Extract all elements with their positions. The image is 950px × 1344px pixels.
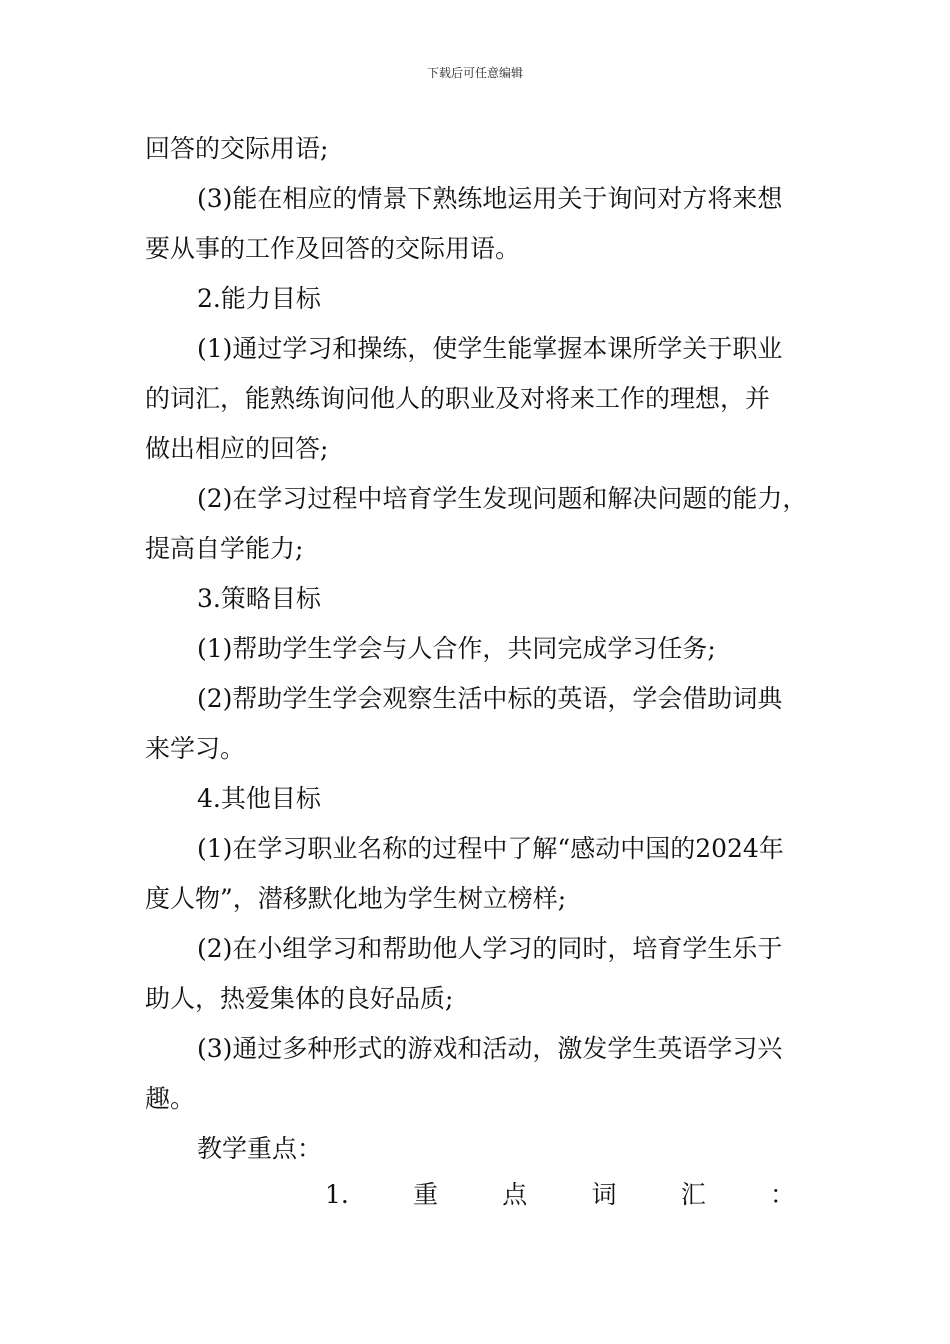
justified-char: 重 bbox=[413, 1180, 439, 1209]
text-line: 度人物”，潜移默化地为学生树立榜样; bbox=[145, 884, 567, 913]
text-line: 回答的交际用语; bbox=[145, 134, 329, 163]
justified-char: 词 bbox=[591, 1180, 617, 1209]
text-line: 要从事的工作及回答的交际用语。 bbox=[145, 234, 521, 263]
text-line: 来学习。 bbox=[145, 734, 246, 763]
text-line: (2)帮助学生学会观察生活中标的英语，学会借助词典 bbox=[197, 684, 783, 713]
justified-char: 1. bbox=[325, 1180, 349, 1209]
section-heading: 4.其他目标 bbox=[197, 784, 321, 813]
text-line: 趣。 bbox=[145, 1084, 196, 1113]
text-line: 提高自学能力; bbox=[145, 534, 304, 563]
text-line: (1)通过学习和操练，使学生能掌握本课所学关于职业 bbox=[197, 334, 783, 363]
section-heading: 3.策略目标 bbox=[197, 584, 321, 613]
text-line: (2)在学习过程中培育学生发现问题和解决问题的能力， bbox=[197, 484, 808, 513]
text-line: 助人，热爱集体的良好品质; bbox=[145, 984, 454, 1013]
text-line: 做出相应的回答; bbox=[145, 434, 329, 463]
justified-line bbox=[325, 1180, 795, 1210]
text-line: (2)在小组学习和帮助他人学习的同时，培育学生乐于 bbox=[197, 934, 783, 963]
justified-char: 汇 bbox=[680, 1180, 706, 1209]
text-line: (3)通过多种形式的游戏和活动，激发学生英语学习兴 bbox=[197, 1034, 783, 1063]
text-line: (3)能在相应的情景下熟练地运用关于询问对方将来想 bbox=[197, 184, 783, 213]
justified-char: ： bbox=[769, 1180, 795, 1209]
justified-char: 点 bbox=[502, 1180, 528, 1209]
text-line: 的词汇，能熟练询问他人的职业及对将来工作的理想，并 bbox=[145, 384, 771, 413]
text-line: (1)帮助学生学会与人合作，共同完成学习任务; bbox=[197, 634, 716, 663]
page-header: 下载后可任意编辑 bbox=[426, 66, 523, 80]
text-line: (1)在学习职业名称的过程中了解“感动中国的2024年 bbox=[197, 834, 784, 863]
section-heading: 教学重点： bbox=[197, 1134, 323, 1163]
section-heading: 2.能力目标 bbox=[197, 284, 321, 313]
